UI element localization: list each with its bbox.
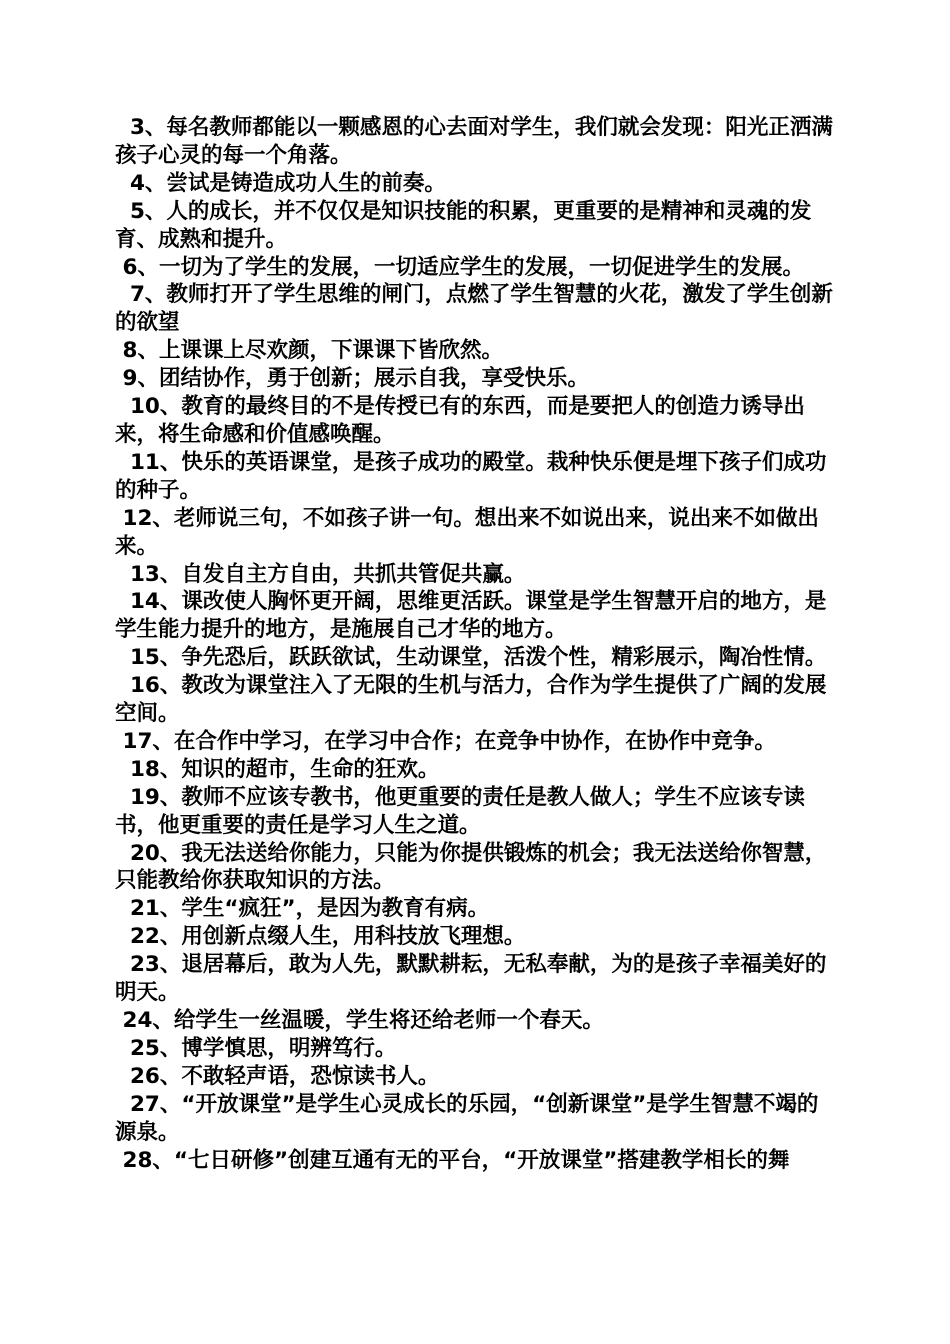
quote-item-3: 3、每名教师都能以一颗感恩的心去面对学生，我们就会发现：阳光正洒满孩子心灵的每一个角落。 xyxy=(115,115,833,168)
quote-item-12: 12、老师说三句，不如孩子讲一句。想出来不如说出来，说出来不如做出来。 xyxy=(115,505,819,559)
quote-item-24: 24、给学生一丝温暖，学生将还给老师一个春天。 xyxy=(115,1008,604,1033)
quote-item-11: 11、快乐的英语课堂，是孩子成功的殿堂。栽种快乐便是埋下孩子们成功的种子。 xyxy=(115,449,827,503)
quote-item-26: 26、不敢轻声语，恐惊读书人。 xyxy=(115,1063,440,1089)
quote-item-21: 21、学生“疯狂”，是因为教育有病。 xyxy=(115,896,490,922)
quote-item-23: 23、退居幕后，敢为人先，默默耕耘，无私奉献，为的是孩子幸福美好的明天。 xyxy=(115,952,827,1006)
quote-item-13: 13、自发自主方自由，共抓共管促共赢。 xyxy=(115,561,526,587)
quote-item-7: 7、教师打开了学生思维的闸门，点燃了学生智慧的火花，激发了学生创新的欲望 xyxy=(115,282,833,336)
quote-item-10: 10、教育的最终目的不是传授已有的东西，而是要把人的创造力诱导出来，将生命感和价值感唤醒。 xyxy=(115,394,805,447)
quote-item-22: 22、用创新点缀人生，用科技放飞理想。 xyxy=(115,924,526,950)
quote-item-15: 15、争先恐后，跃跃欲试，生动课堂，活泼个性，精彩展示，陶冶性情。 xyxy=(115,645,827,671)
quote-item-4: 4、尝试是铸造成功人生的前奏。 xyxy=(115,170,446,196)
quote-item-20: 20、我无法送给你能力，只能为你提供锻炼的机会；我无法送给你智慧，只能教给你获取知识的方法。 xyxy=(115,840,827,894)
document-page xyxy=(115,114,835,1174)
quote-item-9: 9、团结协作，勇于创新；展示自我，享受快乐。 xyxy=(115,366,589,392)
quote-item-17: 17、在合作中学习，在学习中合作；在竞争中协作，在协作中竞争。 xyxy=(115,728,776,754)
quote-item-16: 16、教改为课堂注入了无限的生机与活力，合作为学生提供了广阔的发展空间。 xyxy=(115,673,827,727)
quote-item-14: 14、课改使人胸怀更开阔，思维更活跃。课堂是学生智慧开启的地方，是学生能力提升的地方，是施展自己才华的地方。 xyxy=(115,589,827,643)
quote-item-6: 6、一切为了学生的发展，一切适应学生的发展，一切促进学生的发展。 xyxy=(115,254,804,280)
quote-item-25: 25、博学慎思，明辨笃行。 xyxy=(115,1035,397,1061)
quote-item-18: 18、知识的超市，生命的狂欢。 xyxy=(115,756,440,782)
quote-item-27: 27、“开放课堂”是学生心灵成长的乐园，“创新课堂”是学生智慧不竭的源泉。 xyxy=(115,1091,819,1145)
quote-item-28: 28、“七日研修”创建互通有无的平台，“开放课堂”搭建教学相长的舞 xyxy=(115,1147,790,1173)
quote-item-8: 8、上课课上尽欢颜，下课课下皆欣然。 xyxy=(115,338,503,364)
quote-item-5: 5、人的成长，并不仅仅是知识技能的积累，更重要的是精神和灵魂的发育、成熟和提升。 xyxy=(115,198,812,252)
quote-item-19: 19、教师不应该专教书，他更重要的责任是教人做人；学生不应该专读书，他更重要的责任是学习人生之道。 xyxy=(115,784,805,838)
